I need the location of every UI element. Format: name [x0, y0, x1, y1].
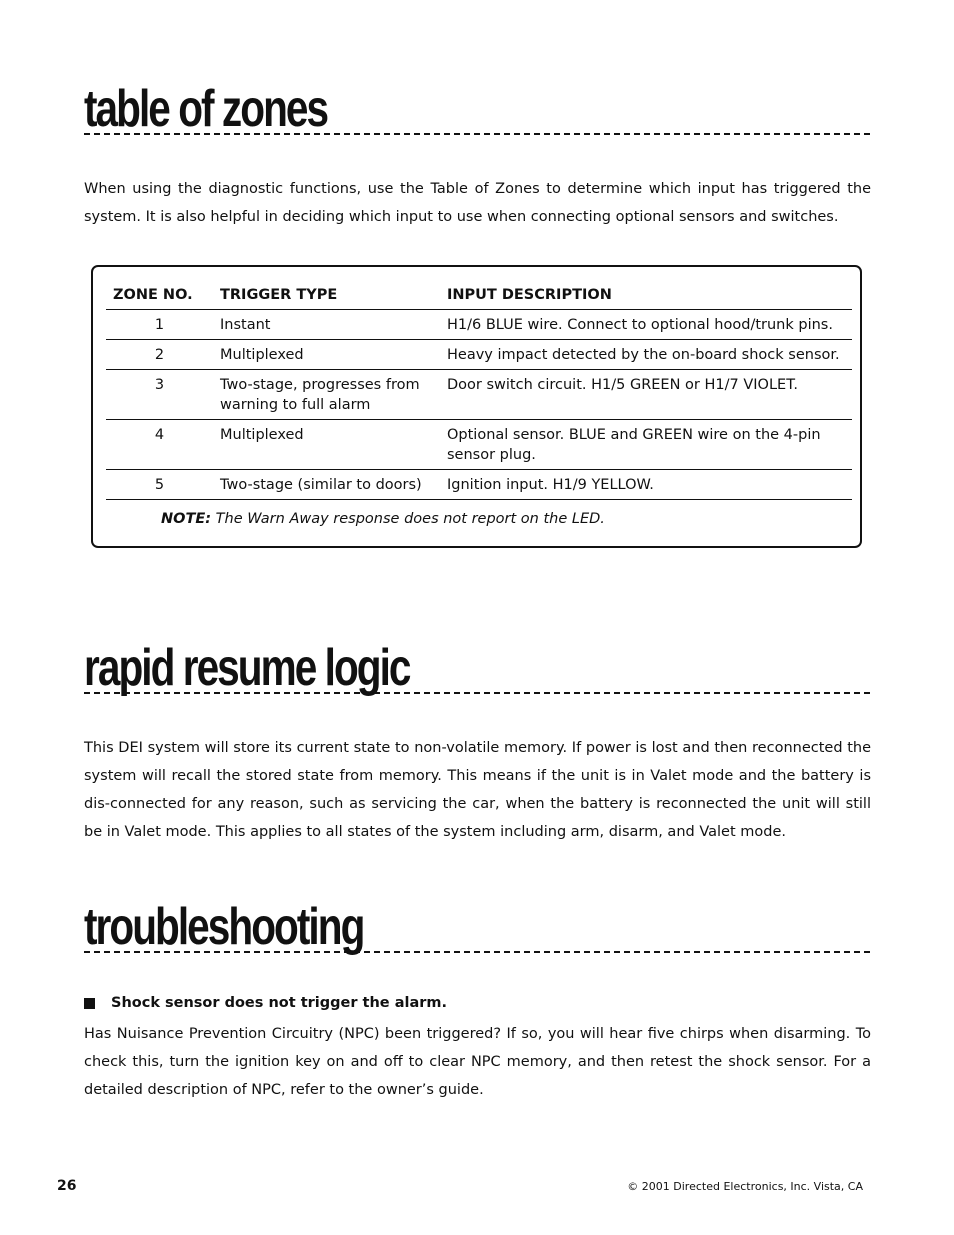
- table-row: [106, 370, 852, 420]
- note-text: The Warn Away response does not report on the LED.: [211, 511, 605, 527]
- input-description: Door switch circuit. H1/5 GREEN or H1/7 VIOLET.: [440, 370, 852, 420]
- trigger-type: Multiplexed: [213, 340, 440, 370]
- table-row: [106, 420, 852, 470]
- troubleshooting-item-heading: [84, 995, 447, 1011]
- dashed-rule: [84, 951, 870, 953]
- zone-number: 3: [106, 370, 213, 420]
- zones-table: [106, 281, 852, 500]
- trigger-type: Two-stage (similar to doors): [213, 470, 440, 500]
- column-header: INPUT DESCRIPTION: [440, 281, 852, 310]
- table-row: [106, 470, 852, 500]
- note-label: NOTE:: [161, 511, 212, 527]
- column-header: TRIGGER TYPE: [213, 281, 440, 310]
- troubleshooting-item-body: Has Nuisance Prevention Circuitry (NPC) been triggered? If so, you will hear five chirps when disarming. To check this, turn the ignition key on and off to clear NPC memory, and then retest the shock sensor. For a detailed description of NPC, refer to the owner’s guide.: [84, 1026, 871, 1098]
- zone-number: 5: [106, 470, 213, 500]
- table-row: [106, 340, 852, 370]
- trigger-type: Multiplexed: [213, 420, 440, 470]
- section-heading-rapid: [84, 639, 870, 697]
- zones-table-box: [91, 265, 862, 548]
- zones-intro: When using the diagnostic functions, use the Table of Zones to determine which input has triggered the system. It is also helpful in deciding which input to use when connecting optional sensors and switches.: [84, 181, 871, 225]
- input-description: Ignition input. H1/9 YELLOW.: [440, 470, 852, 500]
- zone-number: 2: [106, 340, 213, 370]
- page-number: 26: [57, 1178, 77, 1194]
- trigger-type: Two-stage, progresses from warning to full alarm: [213, 370, 440, 420]
- table-row: [106, 310, 852, 340]
- copyright-text: © 2001 Directed Electronics, Inc. Vista, CA: [627, 1180, 863, 1193]
- rapid-resume-body: This DEI system will store its current state to non-volatile memory. If power is lost and then reconnected the system will recall the stored state from memory. This means if the unit is in Valet mode and the battery is dis-connected for any reason, such as servicing the car, when the battery is reconnected the unit will still be in Valet mode. This applies to all states of the system including arm, disarm, and Valet mode.: [84, 740, 871, 840]
- input-description: Heavy impact detected by the on-board shock sensor.: [440, 340, 852, 370]
- square-bullet-icon: [84, 998, 95, 1009]
- item-heading-text: Shock sensor does not trigger the alarm.: [111, 995, 447, 1011]
- section-title: troubleshooting: [84, 898, 364, 956]
- section-heading-zones: [84, 80, 870, 138]
- table-header-row: [106, 281, 852, 310]
- table-note: [161, 511, 605, 527]
- input-description: H1/6 BLUE wire. Connect to optional hood/trunk pins.: [440, 310, 852, 340]
- column-header: ZONE NO.: [106, 281, 213, 310]
- zone-number: 1: [106, 310, 213, 340]
- section-heading-troubleshooting: [84, 898, 870, 956]
- section-title: table of zones: [84, 80, 328, 138]
- dashed-rule: [84, 692, 870, 694]
- section-title: rapid resume logic: [84, 639, 410, 697]
- zone-number: 4: [106, 420, 213, 470]
- input-description: Optional sensor. BLUE and GREEN wire on the 4-pin sensor plug.: [440, 420, 852, 470]
- trigger-type: Instant: [213, 310, 440, 340]
- dashed-rule: [84, 133, 870, 135]
